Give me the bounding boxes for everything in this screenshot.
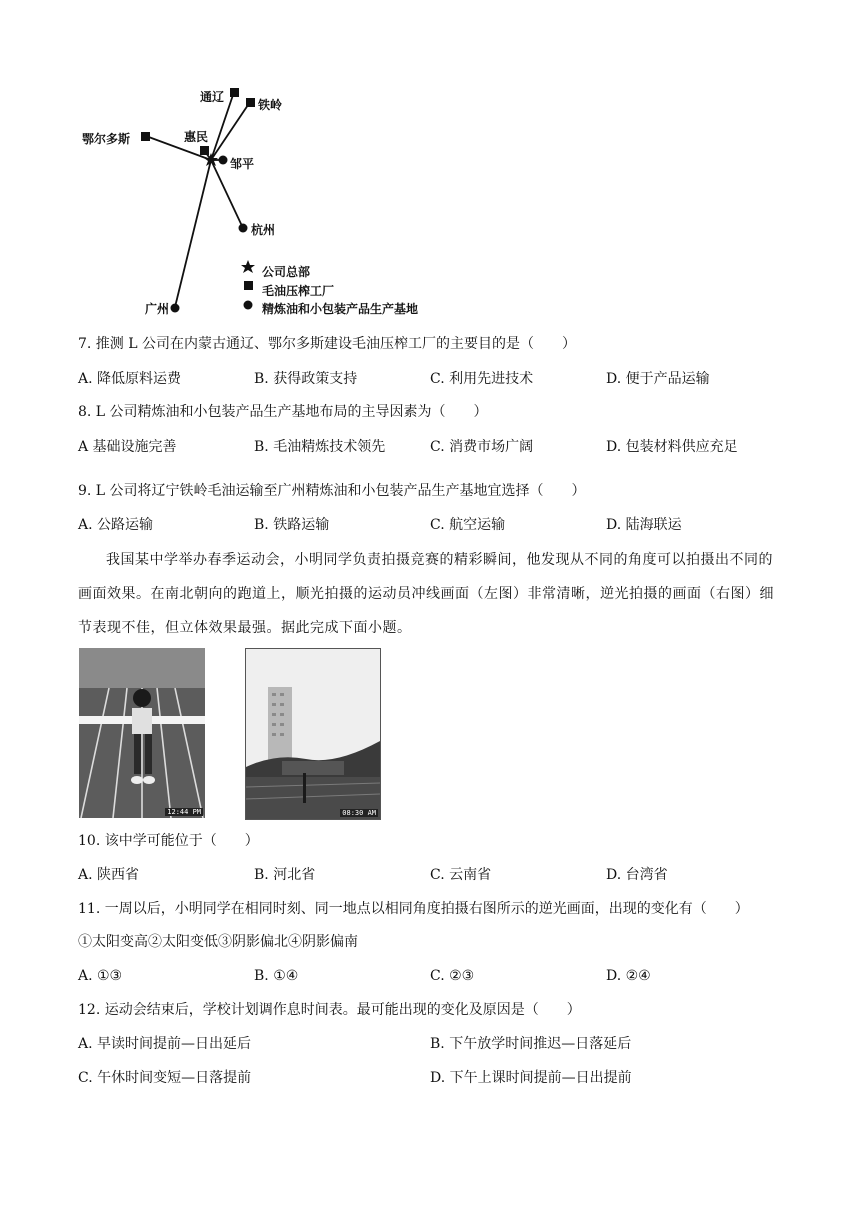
q8-option-b[interactable]: B. 毛油精炼技术领先: [254, 439, 386, 455]
q11-option-d[interactable]: D. ②④: [606, 968, 651, 984]
reading-passage: 我国某中学举办春季运动会，小明同学负责拍摄竞赛的精彩瞬间，他发现从不同的角度可以拍摄出不同的画面效果。在南北朝向的跑道上，顺光拍摄的运动员冲线画面（左图）非常清晰，逆光拍摄的画面（右图）细节表现不佳，但立体效果最强。据此完成下面小题。: [78, 552, 774, 636]
q12-option-c[interactable]: C. 午休时间变短—日落提前: [78, 1070, 252, 1086]
place-label-zouping: 邹平: [230, 157, 255, 171]
place-label-tieling: 铁岭: [258, 98, 283, 112]
photo-right-timestamp: 08:30 AM: [342, 809, 376, 817]
factory-marker-eerduosi: [141, 132, 150, 141]
photo-left-sprinter: [79, 648, 205, 818]
q9-option-a[interactable]: A. 公路运输: [78, 517, 154, 533]
factory-marker-tieling: [246, 98, 255, 107]
q8-option-c[interactable]: C. 消费市场广阔: [430, 439, 534, 455]
base-marker-guangzhou: [171, 304, 180, 313]
q11-option-a[interactable]: A. ①③: [78, 968, 123, 984]
q12-option-b[interactable]: B. 下午放学时间推迟—日落延后: [430, 1036, 632, 1052]
q8-option-d[interactable]: D. 包装材料供应充足: [606, 439, 738, 455]
place-label-tongliao: 通辽: [200, 90, 225, 104]
q9-option-d[interactable]: D. 陆海联运: [606, 517, 682, 533]
q7-option-b[interactable]: B. 获得政策支持: [254, 371, 358, 387]
q11-option-c[interactable]: C. ②③: [430, 968, 475, 984]
legend-circle-icon: [244, 301, 253, 310]
q12-option-d[interactable]: D. 下午上课时间提前—日出提前: [430, 1070, 632, 1086]
base-marker-zouping: [219, 156, 228, 165]
legend-base-label: 精炼油和小包装产品生产基地: [262, 302, 419, 316]
q7-option-a[interactable]: A. 降低原料运费: [78, 371, 182, 387]
place-label-eerduosi: 鄂尔多斯: [82, 132, 131, 146]
q10-option-c[interactable]: C. 云南省: [430, 867, 492, 883]
q7-option-d[interactable]: D. 便于产品运输: [606, 371, 710, 387]
q11-choices: ①太阳变高②太阳变低③阴影偏北④阴影偏南: [78, 934, 358, 950]
legend-hq-label: 公司总部: [262, 265, 311, 279]
q11-option-b[interactable]: B. ①④: [254, 968, 299, 984]
factory-marker-huimin: [200, 146, 209, 155]
sprinter-photo-illustration: [79, 648, 205, 818]
q8-option-a[interactable]: A 基础设施完善: [78, 439, 177, 455]
place-label-guangzhou: 广州: [145, 302, 170, 316]
legend-star-icon: [241, 260, 255, 273]
q10-option-b[interactable]: B. 河北省: [254, 867, 316, 883]
q12-stem: 12. 运动会结束后，学校计划调作息时间表。最可能出现的变化及原因是（ ）: [78, 1002, 581, 1018]
legend-factory-label: 毛油压榨工厂: [262, 284, 335, 298]
backlit-photo-illustration: [246, 649, 380, 819]
photo-left-timestamp: 12:44 PM: [167, 808, 201, 816]
place-label-hangzhou: 杭州: [251, 223, 276, 237]
q10-option-d[interactable]: D. 台湾省: [606, 867, 668, 883]
q9-option-b[interactable]: B. 铁路运输: [254, 517, 330, 533]
legend-square-icon: [244, 281, 253, 290]
base-marker-hangzhou: [239, 224, 248, 233]
q7-stem: 7. 推测 L 公司在内蒙古通辽、鄂尔多斯建设毛油压榨工厂的主要目的是（ ）: [78, 336, 577, 352]
factory-marker-tongliao: [230, 88, 239, 97]
q9-option-c[interactable]: C. 航空运输: [430, 517, 506, 533]
q10-stem: 10. 该中学可能位于（ ）: [78, 833, 259, 849]
q12-option-a[interactable]: A. 早读时间提前—日出延后: [78, 1036, 252, 1052]
q8-stem: 8. L 公司精炼油和小包装产品生产基地布局的主导因素为（ ）: [78, 404, 488, 420]
q9-stem: 9. L 公司将辽宁铁岭毛油运输至广州精炼油和小包装产品生产基地宜选择（ ）: [78, 483, 586, 499]
photo-right-backlit: [245, 648, 381, 820]
q7-option-c[interactable]: C. 利用先进技术: [430, 371, 534, 387]
place-label-huimin: 惠民: [184, 130, 209, 144]
q10-option-a[interactable]: A. 陕西省: [78, 867, 140, 883]
q11-stem: 11. 一周以后，小明同学在相同时刻、同一地点以相同角度拍摄右图所示的逆光画面，出现的变化有（ ）: [78, 901, 749, 917]
